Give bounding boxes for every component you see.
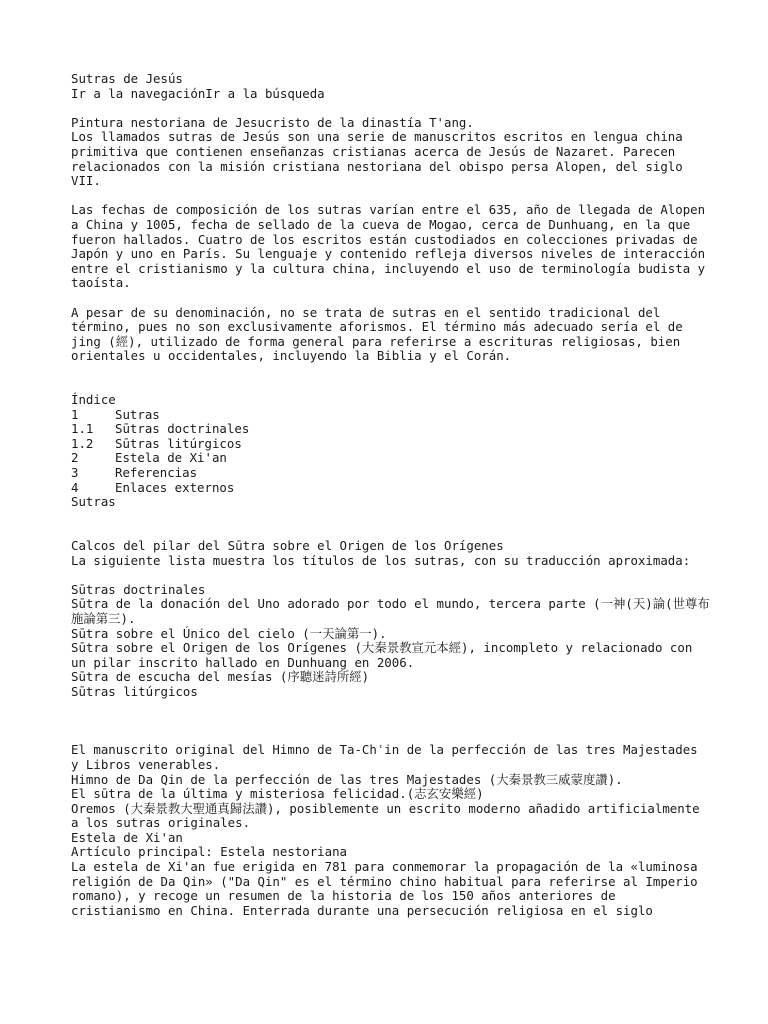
toc-label[interactable]: Referencias <box>115 465 198 481</box>
search-link[interactable]: Ir a la búsqueda <box>205 85 325 101</box>
sutras-intro: La siguiente lista muestra los títulos de los sutras, con su traducción aproximada: <box>71 552 691 568</box>
table-of-contents <box>71 408 711 496</box>
toc-item[interactable] <box>71 466 711 481</box>
page-title: Sutras de Jesús <box>71 71 183 86</box>
list-item: Sūtra sobre el Origen de los Orígenes (大秦景教宣元本經), incompleto y relacionado con un pilar inscrito hallado en Dunhuang en 2006. <box>71 640 693 670</box>
list-item: Oremos (大秦景教大聖通真歸法讚), posiblemente un escrito moderno añadido artificialmente a los sutras originales. <box>71 800 700 831</box>
toc-number: 1 <box>71 406 79 422</box>
toc-heading: Índice <box>71 392 116 408</box>
toc-number: 4 <box>71 479 79 495</box>
navigation-link[interactable]: Ir a la navegación <box>71 85 206 101</box>
toc-label[interactable]: Estela de Xi'an <box>115 450 227 466</box>
toc-label[interactable]: Sutras <box>115 406 160 422</box>
image-caption: Calcos del pilar del Sūtra sobre el Origen de los Orígenes <box>71 538 504 553</box>
image-caption: El manuscrito original del Himno de Ta-Chʿin de la perfección de las tres Majestades y Libros venerables. <box>71 742 698 772</box>
toc-item[interactable] <box>71 451 711 466</box>
toc-number: 3 <box>71 465 79 481</box>
list-item: Sūtra de la donación del Uno adorado por todo el mundo, tercera parte (一神(天)論(世尊布施論第三). <box>71 596 710 626</box>
toc-item[interactable] <box>71 408 711 423</box>
skip-links <box>71 87 711 102</box>
list-item: Sūtra de escucha del mesías (序聽迷詩所經) <box>71 669 370 685</box>
intro-paragraph: A pesar de su denominación, no se trata de sutras en el sentido tradicional del término, pues no son exclusivamente aforismos. El término más adecuado sería el de jing (經), utilizado de forma general para referirse a escrituras religiosas, bien orientales u occidentales, incluyendo la Biblia y el Corán. <box>71 304 683 364</box>
spacer <box>71 101 711 116</box>
list-item: Himno de Da Qin de la perfección de las tres Majestades (大秦景教三威蒙度讚). <box>71 771 623 787</box>
document-page <box>71 72 711 918</box>
list-item: El sūtra de la última y misteriosa felicidad.(志玄安樂經) <box>71 786 484 802</box>
spacer <box>71 510 711 539</box>
toc-label[interactable]: Sūtras litúrgicos <box>115 435 242 451</box>
intro-paragraph: Los llamados sutras de Jesús son una serie de manuscritos escritos en lengua china primitiva que contienen enseñanzas cristianas acerca de Jesús de Nazaret. Parecen relacionados con la misión cristiana nestoriana del obispo persa Alopen, del siglo VII. <box>71 129 683 189</box>
toc-number: 1.1 <box>71 421 94 437</box>
list-item: Sūtra sobre el Único del cielo (一天論第一). <box>71 625 387 641</box>
toc-item[interactable] <box>71 422 711 437</box>
toc-number: 1.2 <box>71 435 94 451</box>
subsection-heading-liturgical: Sūtras litúrgicos <box>71 683 198 699</box>
estela-paragraph: La estela de Xi'an fue erigida en 781 para conmemorar la propagación de la «luminosa religión de Da Qin» ("Da Qin" es el término chino habitual para referirse al Imperio romano), y recoge un resumen de la historia de los 150 años anteriores de cristianismo en China. Enterrada durante una persecución religiosa en el siglo <box>71 859 698 918</box>
main-article-note: Artículo principal: Estela nestoriana <box>71 844 348 860</box>
subsection-heading-doctrinal: Sūtras doctrinales <box>71 581 206 597</box>
toc-number: 2 <box>71 450 79 466</box>
intro-paragraph: Las fechas de composición de los sutras varían entre el 635, año de llegada de Alopen a China y 1005, fecha de sellado de la cueva de Mogao, cerca de Dunhuang, en la que fueron hallados. Cuatro de los escritos están custodiados en colecciones privadas de Japón y uno en París. Su lenguaje y contenido refleja diversos niveles de interacción entre el cristianismo y la cultura china, incluyendo el uso de terminología budista y taoísta. <box>71 202 706 291</box>
image-caption: Pintura nestoriana de Jesucristo de la dinastía T'ang. <box>71 114 474 130</box>
spacer <box>71 378 711 393</box>
toc-label[interactable]: Sūtras doctrinales <box>115 421 250 437</box>
toc-item[interactable] <box>71 437 711 452</box>
toc-item[interactable] <box>71 481 711 496</box>
section-heading-estela: Estela de Xi'an <box>71 829 183 845</box>
section-heading-sutras: Sutras <box>71 494 116 510</box>
toc-label[interactable]: Enlaces externos <box>115 479 235 495</box>
spacer <box>71 700 711 744</box>
